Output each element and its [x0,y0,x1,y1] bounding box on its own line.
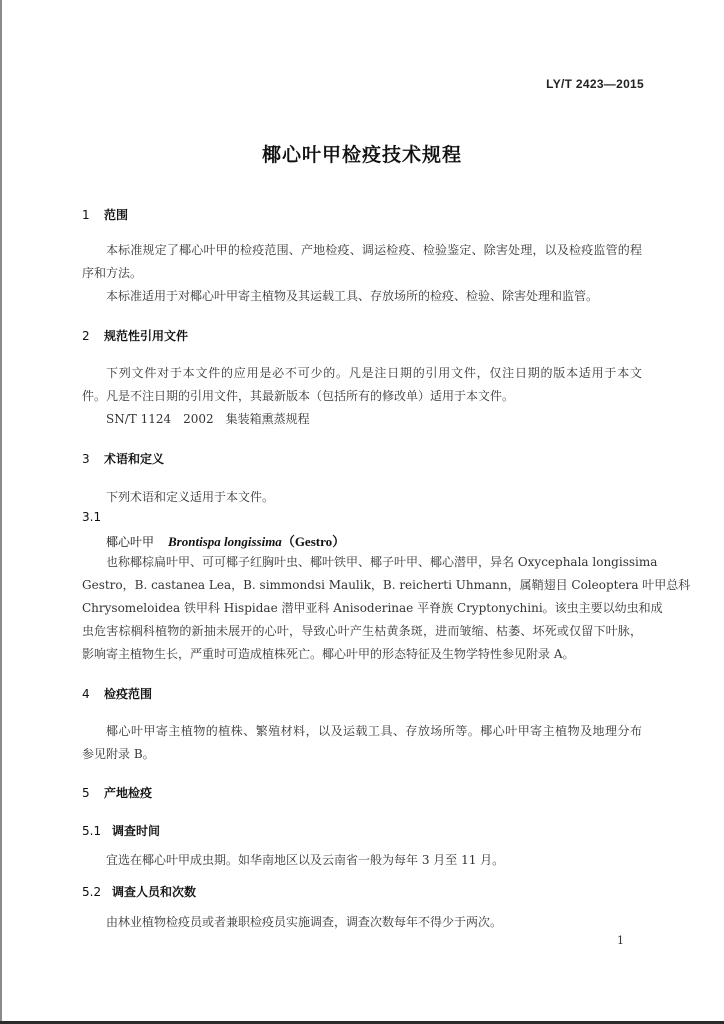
term-author: （Gestro） [281,534,346,549]
paragraph-line: 影响寄主植物生长，严重时可造成植株死亡。椰心叶甲的形态特征及生物学特性参见附录 A。 [82,647,575,661]
term-entry [106,531,345,550]
section-1-title: 范围 [104,208,129,222]
paragraph-line: 参见附录 B。 [82,747,155,761]
section-5-2-title: 调查人员和次数 [112,885,197,899]
subclause-3-1-number: 3.1 [82,510,102,524]
paragraph-line: 本标准适用于对椰心叶甲寄主植物及其运载工具、存放场所的检疫、检验、除害处理和监管。 [106,289,599,303]
paragraph-line: Chrysomeloidea 铁甲科 Hispidae 潜甲亚科 Anisoderinae 平脊族 Cryptonychini。该虫主要以幼虫和成 [82,601,663,615]
section-5-1-title: 调查时间 [112,824,161,838]
paragraph-line: 本标准规定了椰心叶甲的检疫范围、产地检疫、调运检疫、检验鉴定、除害处理，以及检疫监管的程 [106,243,642,257]
paragraph-line: 序和方法。 [82,266,143,280]
section-3-number: 3 [82,452,90,466]
section-4-number: 4 [82,687,90,701]
section-5-2-heading [82,883,196,900]
page-number: 1 [617,934,624,947]
paragraph-line: 虫危害棕榈科植物的新抽未展开的心叶，导致心叶产生枯黄条斑，进而皱缩、枯萎、坏死或仅留下叶脉， [82,624,642,638]
section-5-1-number: 5.1 [82,824,102,838]
term-chinese: 椰心叶甲 [106,535,155,549]
section-5-1-heading [82,822,160,839]
paragraph-line: 件。凡是不注日期的引用文件，其最新版本（包括所有的修改单）适用于本文件。 [82,389,515,403]
paragraph-line: 由林业植物检疫员或者兼职检疫员实施调查，调查次数每年不得少于两次。 [106,915,503,929]
paragraph-line: 下列文件对于本文件的应用是必不可少的。凡是注日期的引用文件，仅注日期的版本适用于本文 [106,366,642,380]
paragraph-line: 椰心叶甲寄主植物的植株、繁殖材料，以及运载工具、存放场所等。椰心叶甲寄主植物及地理分布 [106,724,642,738]
section-1-heading [82,206,128,223]
section-2-heading [82,327,188,344]
section-5-heading [82,784,152,801]
document-title: 椰心叶甲检疫技术规程 [261,144,462,166]
section-2-title: 规范性引用文件 [104,329,189,343]
section-4-heading [82,685,152,702]
section-3-title: 术语和定义 [104,452,165,466]
section-2-number: 2 [82,329,90,343]
section-4-title: 检疫范围 [104,687,153,701]
section-3-heading [82,450,164,467]
section-5-number: 5 [82,786,90,800]
section-1-number: 1 [82,208,90,222]
paragraph-line: 也称椰棕扁叶甲、可可椰子红胸叶虫、椰叶铁甲、椰子叶甲、椰心潜甲，异名 Oxycephala longissima [106,555,658,569]
section-5-2-number: 5.2 [82,885,102,899]
paragraph-line: 宜选在椰心叶甲成虫期。如华南地区以及云南省一般为每年 3 月至 11 月。 [106,853,505,867]
section-5-title: 产地检疫 [104,786,153,800]
normative-reference: SN/T 1124 2002 集装箱熏蒸规程 [106,412,310,426]
term-scientific-name: Brontispa longissima [168,534,282,549]
standard-code: LY/T 2423—2015 [546,77,644,91]
paragraph-line: Gestro，B. castanea Lea，B. simmondsi Maulik，B. reicherti Uhmann，属鞘翅目 Coleoptera 叶甲总科 [82,578,691,592]
paragraph-line: 下列术语和定义适用于本文件。 [106,490,275,504]
